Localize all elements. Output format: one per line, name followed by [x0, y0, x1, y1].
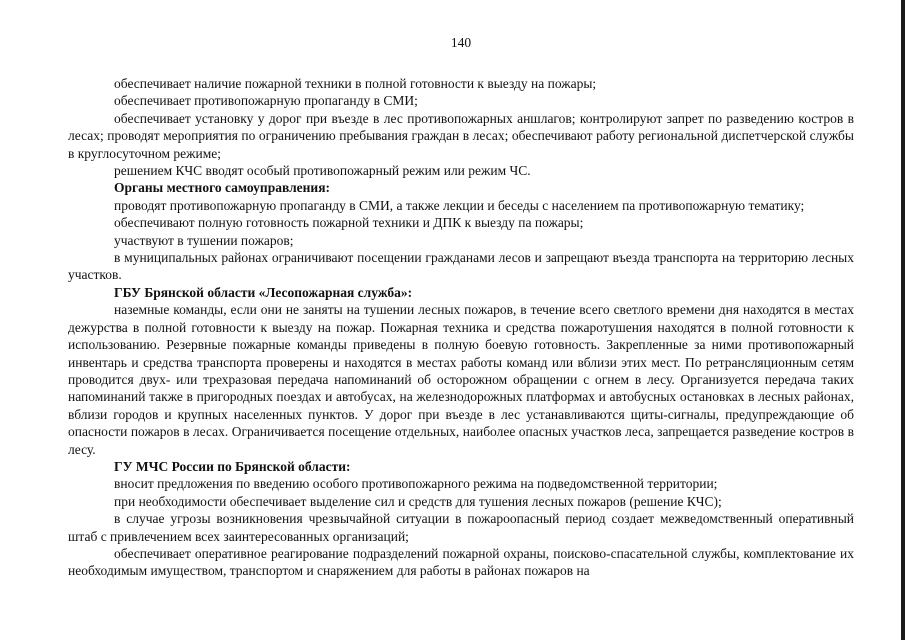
paragraph: проводят противопожарную пропаганду в СМИ, а также лекции и беседы с населением па противопожарную тематику; [114, 197, 805, 213]
paragraph: наземные команды, если они не заняты на тушении лесных пожаров, в течение всего светлого времени дня находятся в местах дежурства в полной готовности к выезду на пожар. Пожарная техника и средства пожаротушения находятся в полной готовности к использованию. Резервные пожарные команды приведены в полную боевую готовность. Закрепленные за ними противопожарный инвентарь и средства транспорта проверены и находятся в местах работы команд или вблизи этих мест. По ретрансляционным сетям проводится двух- или трехразовая передача напоминаний об осторожном обращении с огнем в лесу. Организуется передача таких напоминаний также в пригородных поездах и автобусах, на железнодорожных платформах и автобусных остановках в лесных районах, вблизи городов и крупных населенных пунктов. У дорог при въезде в лес устанавливаются щиты-сигналы, предупреждающие об опасности пожаров в лесах. Ограничивается посещение отдельных, наиболее опасных участков леса, запрещается разведение костров в лесу. [68, 302, 854, 457]
paragraph: обеспечивает оперативное реагирование подразделений пожарной охраны, поисково-спасательной службы, комплектование их необходимым имуществом, транспортом и снаряжением для работы в районах пожаров на [68, 545, 854, 579]
document-body [68, 75, 854, 580]
paragraph: обеспечивает наличие пожарной техники в полной готовности к выезду на пожары; [114, 76, 597, 91]
section-heading: ГУ МЧС России по Брянской области: [114, 458, 351, 474]
paragraph: решением КЧС вводят особый противопожарный режим или режим ЧС. [114, 163, 531, 179]
section-heading: ГБУ Брянской области «Лесопожарная служба»: [114, 284, 413, 300]
paragraph: в случае угрозы возникновения чрезвычайной ситуации в пожароопасный период создает межведомственный оперативный штаб с привлечением всех заинтересованных организаций; [68, 511, 854, 544]
paragraph: при необходимости обеспечивает выделение сил и средств для тушения лесных пожаров (решение КЧС); [114, 493, 722, 509]
paragraph: обеспечивает противопожарную пропаганду в СМИ; [114, 93, 418, 109]
page-number: 140 [450, 35, 472, 50]
scan-border [901, 0, 905, 640]
paragraph: обеспечивает установку у дорог при въезде в лес противопожарных аншлагов; контролируют запрет по разведению костров в лесах; проводят мероприятия по ограничению пребывания граждан в лесах; обеспечивают работу региональной диспетчерской службы в круглосуточном режиме; [68, 110, 854, 161]
paragraph: обеспечивают полную готовность пожарной техники и ДПК к выезду па пожары; [114, 215, 584, 231]
paragraph: в муниципальных районах ограничивают посещении гражданами лесов и запрещают въезда транспорта на территорию лесных участков. [68, 250, 854, 283]
paragraph: вносит предложения по введению особого противопожарного режима на подведомственной территории; [114, 476, 718, 492]
paragraph: участвуют в тушении пожаров; [114, 232, 294, 248]
section-heading: Органы местного самоуправления: [114, 180, 330, 196]
